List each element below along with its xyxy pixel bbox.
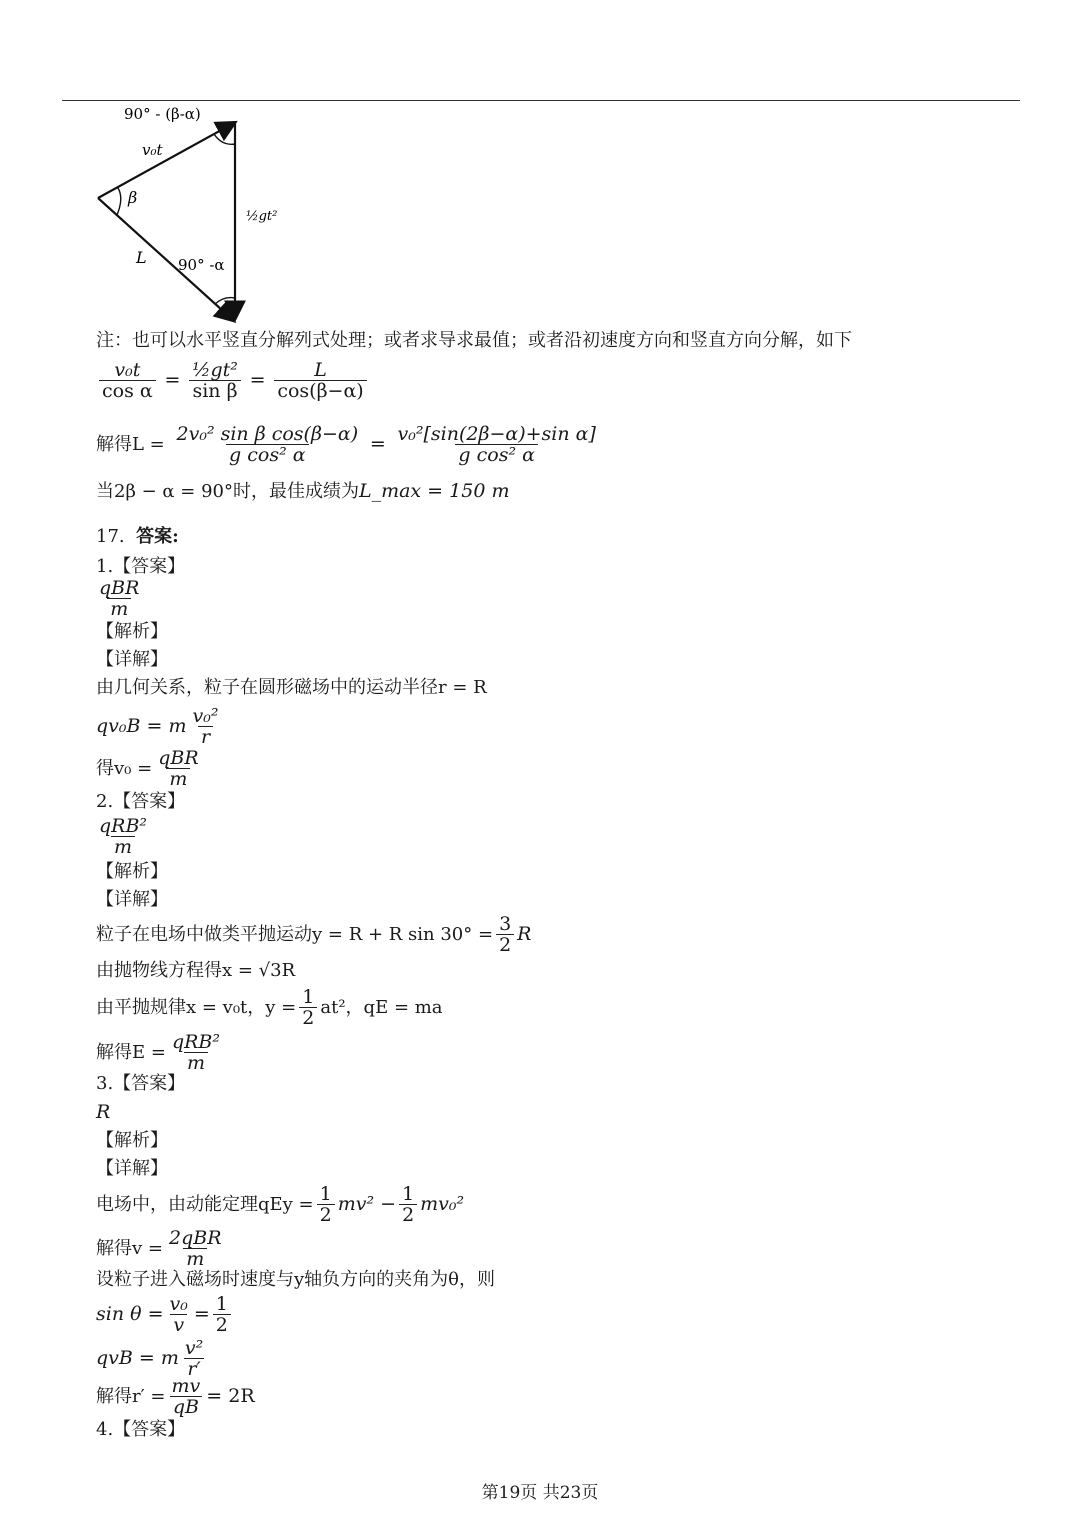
p2-line1: 粒子在电场中做类平抛运动y = R + R sin 30° = $\frac{3}{2}$ R xyxy=(96,913,532,956)
p2-answer: $\frac{\text{qRB²}}{m}$ xyxy=(99,815,148,858)
velocity-triangle-diagram xyxy=(90,100,310,330)
angle-top-label: 90° - (β-α) xyxy=(124,105,201,123)
best-result-line: 当2β − α = 90°时，最佳成绩为L_max = 150 m xyxy=(96,480,510,502)
p2-line3: 由平抛规律x = v₀t，y = $\frac{1}{2}$ at²，qE = ma xyxy=(96,986,443,1029)
p3-analysis-label: 【解析】 xyxy=(96,1130,168,1151)
p2-detail-label: 【详解】 xyxy=(96,889,168,910)
p2-analysis-label: 【解析】 xyxy=(96,861,168,882)
p1-analysis-label: 【解析】 xyxy=(96,621,168,642)
p3-line3: 设粒子进入磁场时速度与y轴负方向的夹角为θ，则 xyxy=(96,1269,496,1290)
p1-line1: 由几何关系，粒子在圆形磁场中的运动半径r = R xyxy=(96,677,487,698)
p2-line4: 解得E = $\frac{\text{qRB²}}{m}$ xyxy=(96,1031,221,1074)
p3-line1: 电场中，由动能定理qEy = $\frac{1}{2}$ mv² − $\frac{1}{2}$ mv₀² xyxy=(96,1183,465,1226)
p1-answer: $\frac{\text{qBR}}{m}$ xyxy=(99,577,140,620)
fraction: $\frac{\text{v₀²[sin(2β−α)+sin α]}}{\text{g cos² α}}$ xyxy=(397,423,596,466)
angle-top-arc xyxy=(214,134,235,144)
q17-heading: 17. 答案: xyxy=(96,526,179,547)
p3-answer: R xyxy=(96,1101,111,1123)
fraction: $\frac{L}{\cos(\beta-\alpha)}$ xyxy=(274,360,366,402)
p4-answer-label: 4.【答案】 xyxy=(96,1419,186,1440)
p2-answer-label: 2.【答案】 xyxy=(96,791,186,812)
note-text: 注：也可以水平竖直分解列式处理；或者求导求最值；或者沿初速度方向和竖直方向分解，如下 xyxy=(96,330,852,351)
side-v0t-label: v₀t xyxy=(142,141,163,159)
side-half-gt2-label: ½gt² xyxy=(246,209,278,224)
fraction: $\frac{\text{2v₀² sin β cos(β−α)}}{\text{g cos² α}}$ xyxy=(176,423,359,466)
p3-line5: qvB = m $\frac{\text{v²}}{r'}$ xyxy=(96,1337,204,1380)
p3-line4: sin θ = $\frac{\text{v₀}}{v}$ = $\frac{1}{2}$ xyxy=(96,1294,234,1336)
p1-line3: 得v₀ = $\frac{\text{qBR}}{m}$ xyxy=(96,747,199,790)
vector-v0t xyxy=(98,123,234,198)
fraction: $\frac{\text{½gt²}}{\text{sin β}}$ xyxy=(189,360,241,402)
p2-line2: 由抛物线方程得x = √3R xyxy=(96,960,296,981)
ratio-equation: $\frac{\text{v₀t}}{\text{cos α}}$ = $\frac{\text{½gt²}}{\text{sin β}}$ = $\frac{L}{\cos(\beta-\alpha)}$ xyxy=(96,360,370,402)
p1-line2: qv₀B = m $\frac{\text{v₀²}}{r}$ xyxy=(96,705,219,748)
angle-bottom-label: 90° -α xyxy=(178,256,225,274)
p3-line2: 解得v = $\frac{\text{2qBR}}{m}$ xyxy=(96,1227,222,1270)
angle-beta-arc xyxy=(117,188,121,215)
p3-line6: 解得r′ = $\frac{mv}{qB}$ = 2R xyxy=(96,1375,255,1418)
angle-beta-label: β xyxy=(128,188,138,207)
angle-bottom-arc xyxy=(215,298,235,304)
fraction: $\frac{\text{v₀t}}{\text{cos α}}$ xyxy=(99,360,156,402)
page-footer: 第19页 共23页 xyxy=(481,1483,599,1503)
p1-answer-label: 1.【答案】 xyxy=(96,556,186,577)
p3-answer-label: 3.【答案】 xyxy=(96,1073,186,1094)
p1-detail-label: 【详解】 xyxy=(96,649,168,670)
side-L-label: L xyxy=(136,248,147,267)
solution-L-equation: 解得L = $\frac{\text{2v₀² sin β cos(β−α)}}{\text{g cos² α}}$ = $\frac{\text{v₀²[sin(2β−α)+sin α]}}{\text{g cos² α}}$ xyxy=(96,424,602,466)
p3-detail-label: 【详解】 xyxy=(96,1158,168,1179)
